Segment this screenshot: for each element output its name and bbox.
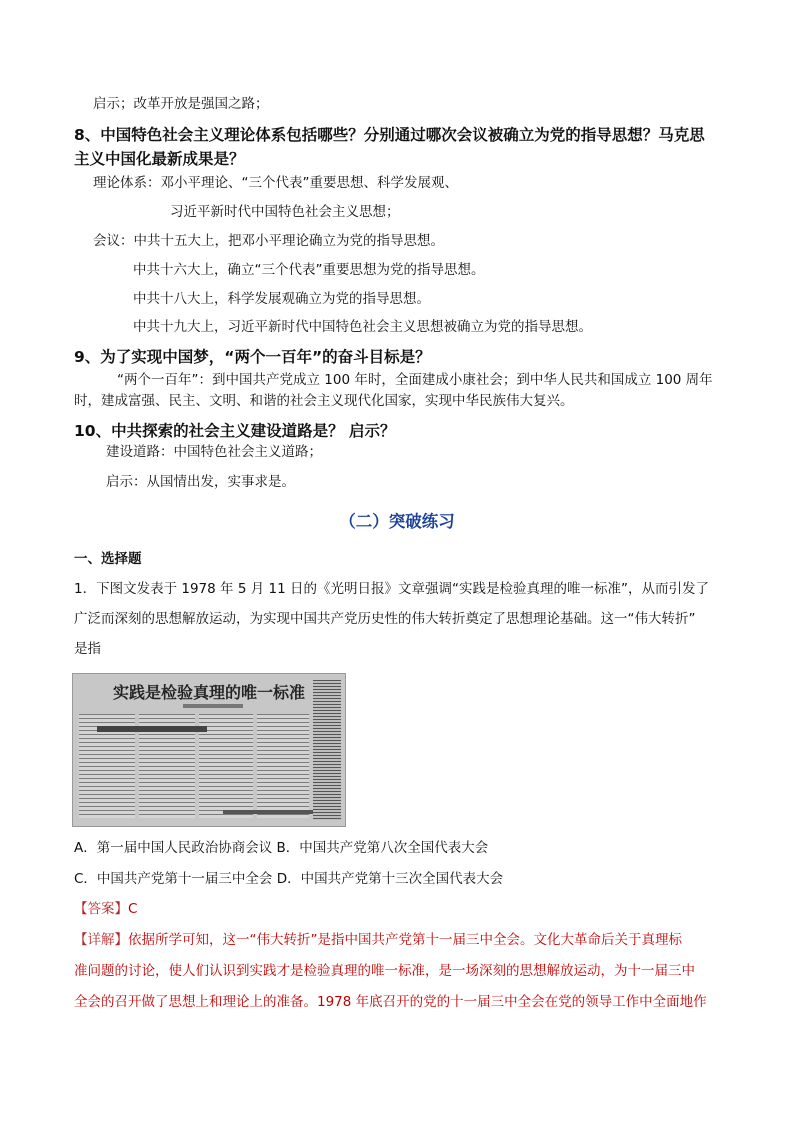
newspaper-side-column [313,680,341,820]
question-9-answer-line-1: “两个一百年”：到中国共产党成立 100 年时，全面建成小康社会；到中华人民共和国成立 100 周年 [117,372,713,388]
question-10: 10、中共探索的社会主义建设道路是？ 启示？ [74,422,396,440]
question-8-line-2: 主义中国化最新成果是？ [74,150,245,168]
answer-value: C [128,901,138,917]
meeting-15th: 会议：中共十五大上，把邓小平理论确立为党的指导思想。 [93,233,444,249]
theory-system-line-1: 理论体系：邓小平理论、“三个代表”重要思想、科学发展观、 [93,175,458,191]
question-9: 9、为了实现中国梦，“两个一百年”的奋斗目标是？ [74,348,431,366]
problem-1-line-2: 广泛而深刻的思想解放运动，为实现中国共产党历史性的伟大转折奠定了思想理论基础。这一“伟大转折” [74,611,696,627]
options-a-b: A．第一届中国人民政治协商会议 B．中国共产党第八次全国代表大会 [74,840,489,856]
section-title: （二）突破练习 [339,512,455,531]
newspaper-column [257,714,309,818]
newspaper-column [199,714,253,818]
detail-line-3: 全会的召开做了思想上和理论上的准备。1978 年底召开的党的十一届三中全会在党的领导工作中全面地作 [74,994,707,1010]
theory-system-line-2: 习近平新时代中国特色社会主义思想； [170,204,400,220]
detail-label: 【详解】 [74,932,128,948]
detail-text-1: 依据所学可知，这一“伟大转折”是指中国共产党第十一届三中全会。文化大革命后关于真理标 [128,932,682,948]
meeting-18th: 中共十八大上，科学发展观确立为党的指导思想。 [133,291,430,307]
part-title: 一、选择题 [74,551,142,567]
newspaper-image [72,673,346,827]
problem-1-line-1: 1．下图文发表于 1978 年 5 月 11 日的《光明日报》文章强调“实践是检验真理的唯一标准”，从而引发了 [74,581,709,597]
meeting-16th: 中共十六大上，确立“三个代表”重要思想为党的指导思想。 [133,262,485,278]
question-8-line-1: 8、中国特色社会主义理论体系包括哪些？分别通过哪次会议被确立为党的指导思想？马克思 [74,126,705,144]
newspaper-note [223,810,313,814]
detail-line-2: 准问题的讨论，使人们认识到实践才是检验真理的唯一标准，是一场深刻的思想解放运动，为十一届三中 [74,963,695,979]
question-9-answer-line-2: 时，建成富强、民主、文明、和谐的社会主义现代化国家，实现中华民族伟大复兴。 [74,393,574,409]
newspaper-headline: 实践是检验真理的唯一标准 [112,683,305,702]
newspaper-subhead [97,726,207,732]
answer-label: 【答案】 [74,901,128,917]
question-10-answer-road: 建设道路：中国特色社会主义道路； [106,444,322,460]
problem-1-line-3: 是指 [74,641,101,657]
question-10-answer-enlightenment: 启示：从国情出发，实事求是。 [106,474,295,490]
newspaper-byline [183,704,243,708]
answer-row [74,899,137,919]
reform-enlightenment: 启示；改革开放是强国之路； [93,96,269,112]
meeting-19th: 中共十九大上，习近平新时代中国特色社会主义思想被确立为党的指导思想。 [133,319,592,335]
detail-line-1 [74,930,682,950]
options-c-d: C．中国共产党第十一届三中全会 D．中国共产党第十三次全国代表大会 [74,871,504,887]
